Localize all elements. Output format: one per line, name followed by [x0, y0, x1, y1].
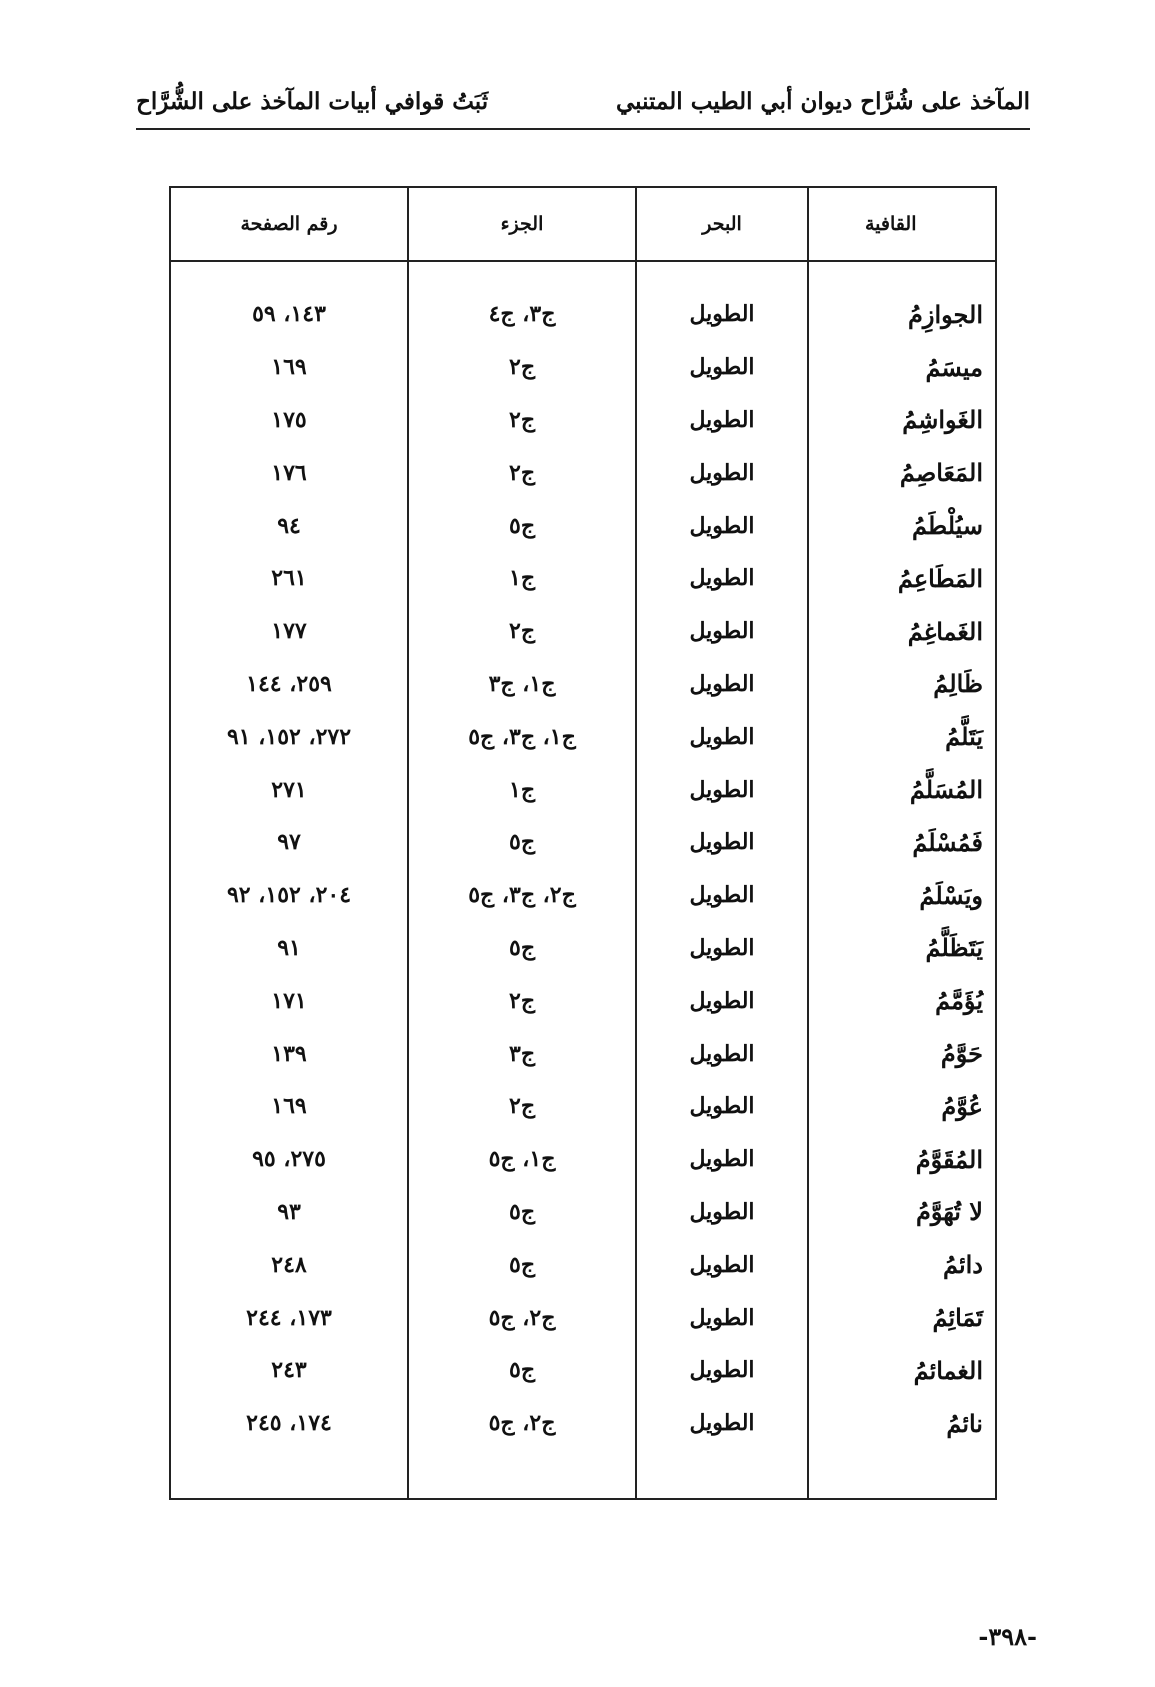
meter-cell: الطويل: [689, 1251, 755, 1278]
page-cell: ١٣٩: [271, 1040, 307, 1067]
page-cell: ١٦٩: [271, 354, 307, 381]
part-cell: ج٢، ج٥: [488, 1304, 556, 1331]
page-cell: ٢٤٣: [271, 1357, 307, 1384]
rhyme-cell: عُوَّمُ: [941, 1091, 983, 1121]
meter-cell: الطويل: [689, 1357, 755, 1384]
meter-cell: الطويل: [689, 723, 755, 750]
meter-cell: الطويل: [689, 882, 755, 909]
page-number: -٣٩٨-: [978, 1622, 1037, 1651]
page-cell: ١٧٣، ٢٤٤: [246, 1304, 332, 1331]
rhyme-cell: الغمائمُ: [913, 1355, 983, 1385]
page-cell: ١٧٥: [271, 406, 307, 433]
part-cell: ج٣: [508, 1040, 536, 1067]
meter-cell: الطويل: [689, 934, 755, 961]
page-cell: ٢٥٩، ١٤٤: [246, 670, 332, 697]
table-body: [171, 262, 995, 1498]
meter-cell: الطويل: [689, 301, 755, 328]
page-cell: ٢٧٢، ١٥٢، ٩١: [226, 723, 352, 750]
rhyme-cell: دائمُ: [942, 1250, 983, 1280]
meter-cell: الطويل: [689, 1198, 755, 1225]
meter-cell: الطويل: [689, 618, 755, 645]
part-cell: ج١، ج٥: [488, 1146, 556, 1173]
meter-cell: الطويل: [689, 1410, 755, 1437]
page-cell: ٩٧: [277, 829, 301, 856]
rhyme-cell: المُقَوَّمُ: [915, 1144, 983, 1174]
page-cell: ١٦٩: [271, 1093, 307, 1120]
part-cell: ج٣، ج٤: [488, 301, 556, 328]
rhyme-index-table: [169, 186, 997, 1500]
page-cell: ١٧٤، ٢٤٥: [246, 1410, 332, 1437]
meter-column: [635, 262, 807, 1498]
part-cell: ج١: [508, 776, 536, 803]
meter-cell: الطويل: [689, 1093, 755, 1120]
meter-cell: الطويل: [689, 829, 755, 856]
meter-cell: الطويل: [689, 776, 755, 803]
rhyme-cell: الغَماغِمُ: [907, 616, 983, 646]
rhyme-cell: المَعَاصِمُ: [899, 458, 983, 488]
column-header-meter: البحر: [635, 188, 807, 260]
rhyme-cell: الجوازِمُ: [908, 299, 983, 329]
part-cell: ج١، ج٣: [488, 670, 556, 697]
page-cell: ١٧٧: [271, 618, 307, 645]
rhyme-cell: حَوَّمُ: [940, 1039, 983, 1069]
page-cell: ١٤٣، ٥٩: [252, 301, 326, 328]
part-cell: ج٥: [508, 512, 536, 539]
column-header-page: رقم الصفحة: [240, 213, 338, 235]
rhyme-cell: نائمُ: [946, 1408, 983, 1438]
page-cell: ٩٤: [277, 512, 301, 539]
rhyme-cell: تَمَائِمُ: [932, 1303, 983, 1333]
part-cell: ج١: [508, 565, 536, 592]
rhyme-cell: ميسَمُ: [925, 352, 983, 382]
part-cell: ج٢: [508, 354, 536, 381]
part-cell: ج١، ج٣، ج٥: [468, 723, 576, 750]
rhyme-cell: ظَالِمُ: [933, 669, 983, 699]
book-title: المآخذ على شُرَّاح ديوان أبي الطيب المتنبي: [616, 88, 1030, 115]
page-cell: ٢٤٨: [271, 1251, 307, 1278]
page-cell: ٢٠٤، ١٥٢، ٩٢: [226, 882, 352, 909]
rhyme-cell: يُؤَمَّمُ: [935, 986, 983, 1016]
meter-cell: الطويل: [689, 670, 755, 697]
part-cell: ج٥: [508, 934, 536, 961]
meter-cell: الطويل: [689, 987, 755, 1014]
meter-cell: الطويل: [689, 1146, 755, 1173]
table-header-row: [171, 188, 995, 262]
part-cell: ج٢: [508, 1093, 536, 1120]
page-cell: ٩١: [277, 934, 301, 961]
part-cell: ج٥: [508, 1357, 536, 1384]
rhyme-cell: سيُلْطَمُ: [912, 511, 983, 541]
meter-cell: الطويل: [689, 1304, 755, 1331]
meter-cell: الطويل: [689, 354, 755, 381]
meter-cell: الطويل: [689, 1040, 755, 1067]
part-column: [407, 262, 635, 1498]
rhyme-cell: الغَواشِمُ: [902, 405, 983, 435]
rhyme-cell: لا تُهَوَّمُ: [915, 1197, 983, 1227]
meter-cell: الطويل: [689, 406, 755, 433]
meter-cell: الطويل: [689, 565, 755, 592]
part-cell: ج٢: [508, 987, 536, 1014]
rhyme-cell: المُسَلَّمُ: [909, 775, 983, 805]
part-cell: ج٥: [508, 829, 536, 856]
page-cell: ٢٧١: [271, 776, 307, 803]
part-cell: ج٢: [508, 459, 536, 486]
meter-cell: الطويل: [689, 512, 755, 539]
part-cell: ج٢، ج٣، ج٥: [468, 882, 576, 909]
rhyme-cell: فَمُسْلَمُ: [912, 827, 983, 857]
part-cell: ج٢: [508, 618, 536, 645]
page-cell: ٢٧٥، ٩٥: [252, 1146, 326, 1173]
page-cell: ٩٣: [277, 1198, 301, 1225]
page-column: [171, 262, 407, 1498]
column-header-rhyme: القافية: [807, 188, 995, 260]
meter-cell: الطويل: [689, 459, 755, 486]
part-cell: ج٥: [508, 1251, 536, 1278]
part-cell: ج٢، ج٥: [488, 1410, 556, 1437]
column-header-part: الجزء: [407, 188, 635, 260]
rhyme-cell: ويَسْلَمُ: [919, 880, 983, 910]
part-cell: ج٥: [508, 1198, 536, 1225]
page-cell: ١٧٦: [271, 459, 307, 486]
section-title: ثَبَتُ قوافي أبيات المآخذ على الشُّرَّاح: [136, 88, 489, 115]
rhyme-cell: يَتَلَّمُ: [945, 722, 983, 752]
page-header: [136, 78, 1030, 130]
page-cell: ٢٦١: [271, 565, 307, 592]
rhyme-cell: المَطَاعِمُ: [897, 563, 983, 593]
rhyme-cell: يَتَظَلَّمُ: [925, 933, 983, 963]
part-cell: ج٢: [508, 406, 536, 433]
page-cell: ١٧١: [271, 987, 307, 1014]
rhyme-column: [807, 262, 995, 1498]
